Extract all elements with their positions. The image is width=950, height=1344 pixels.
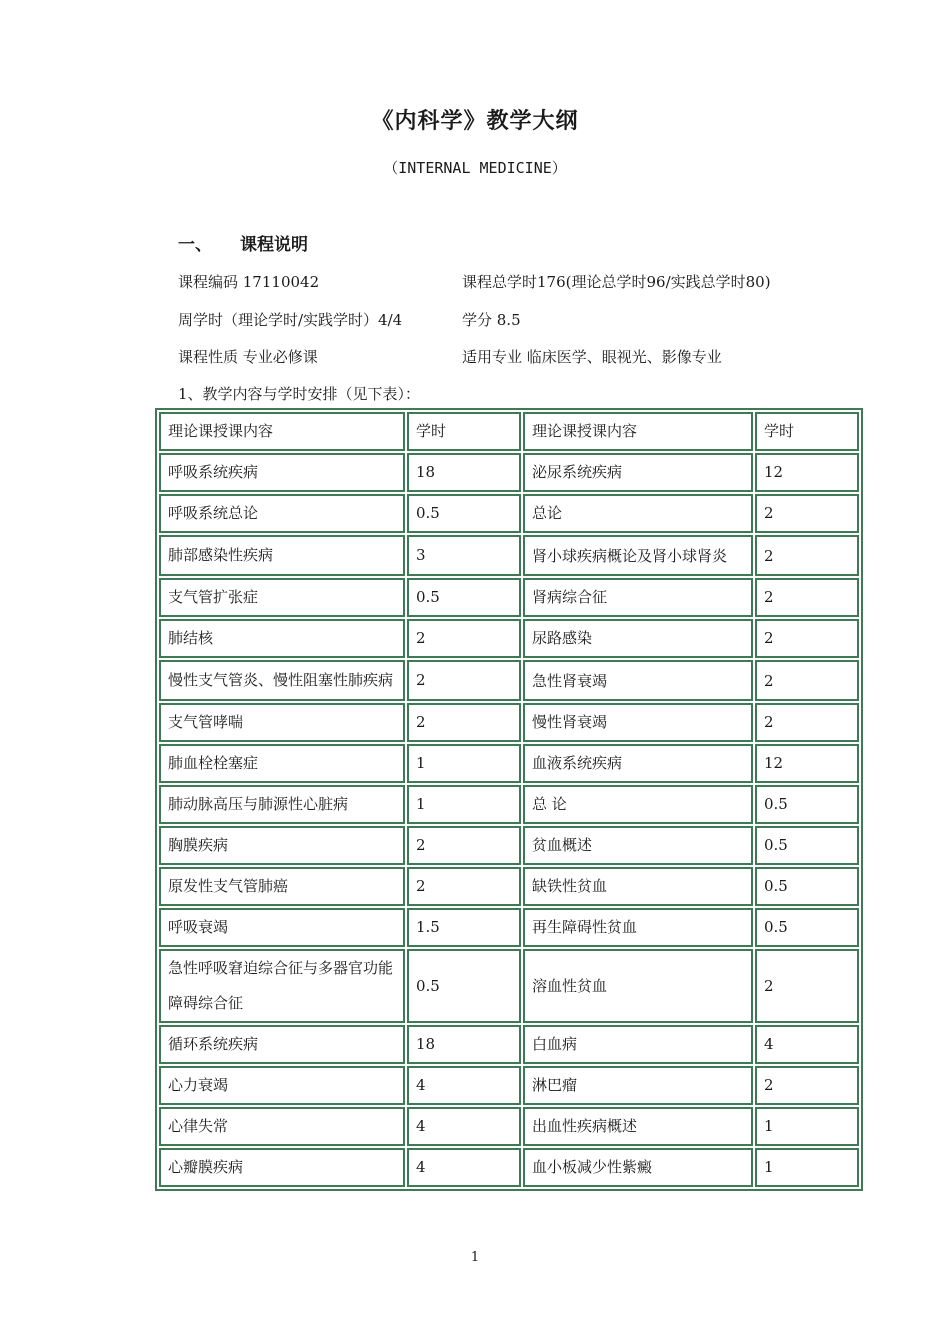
table-cell: 4 — [407, 1148, 521, 1187]
table-header-row — [159, 412, 859, 451]
table-cell: 出血性疾病概述 — [523, 1107, 753, 1146]
table-header-cell: 学时 — [407, 412, 521, 451]
document-title: 《内科学》教学大纲 — [371, 109, 579, 134]
table-cell: 急性呼吸窘迫综合征与多器官功能障碍综合征 — [159, 949, 405, 1023]
table-cell: 再生障碍性贫血 — [523, 908, 753, 947]
table-row — [159, 453, 859, 492]
table-row — [159, 494, 859, 533]
table-cell: 呼吸系统总论 — [159, 494, 405, 533]
document-subtitle: （INTERNAL MEDICINE） — [383, 159, 567, 177]
table-cell: 心瓣膜疾病 — [159, 1148, 405, 1187]
table-row — [159, 949, 859, 1023]
table-cell: 肺结核 — [159, 619, 405, 658]
table-cell: 贫血概述 — [523, 826, 753, 865]
table-cell: 泌尿系统疾病 — [523, 453, 753, 492]
table-cell: 支气管哮喘 — [159, 703, 405, 742]
table-cell: 肺部感染性疾病 — [159, 535, 405, 576]
table-cell: 1 — [755, 1107, 859, 1146]
table-cell: 总论 — [523, 494, 753, 533]
table-cell: 2 — [407, 826, 521, 865]
table-cell: 血小板减少性紫癜 — [523, 1148, 753, 1187]
table-cell: 原发性支气管肺癌 — [159, 867, 405, 906]
table-cell: 1 — [407, 744, 521, 783]
table-cell: 慢性肾衰竭 — [523, 703, 753, 742]
table-cell: 18 — [407, 1025, 521, 1064]
table-cell: 3 — [407, 535, 521, 576]
table-row — [159, 1148, 859, 1187]
table-cell: 12 — [755, 453, 859, 492]
table-row — [159, 867, 859, 906]
table-cell: 心律失常 — [159, 1107, 405, 1146]
table-row — [159, 908, 859, 947]
table-cell: 支气管扩张症 — [159, 578, 405, 617]
table-cell: 血液系统疾病 — [523, 744, 753, 783]
table-cell: 1 — [755, 1148, 859, 1187]
table-cell: 1 — [407, 785, 521, 824]
table-cell: 肾小球疾病概论及肾小球肾炎 — [523, 535, 753, 576]
course-majors: 适用专业 临床医学、眼视光、影像专业 — [462, 348, 722, 366]
table-cell: 4 — [407, 1066, 521, 1105]
table-cell: 0.5 — [755, 826, 859, 865]
table-cell: 4 — [407, 1107, 521, 1146]
table-header-cell: 理论课授课内容 — [523, 412, 753, 451]
table-cell: 2 — [755, 494, 859, 533]
table-cell: 2 — [755, 660, 859, 701]
table-cell: 2 — [407, 703, 521, 742]
table-cell: 尿路感染 — [523, 619, 753, 658]
table-cell: 循环系统疾病 — [159, 1025, 405, 1064]
table-cell: 溶血性贫血 — [523, 949, 753, 1023]
table-row — [159, 578, 859, 617]
table-cell: 肾病综合征 — [523, 578, 753, 617]
table-cell: 呼吸衰竭 — [159, 908, 405, 947]
table-cell: 2 — [755, 949, 859, 1023]
table-cell: 2 — [755, 703, 859, 742]
table-row — [159, 785, 859, 824]
table-row — [159, 1107, 859, 1146]
table-header-cell: 学时 — [755, 412, 859, 451]
table-cell: 肺血栓栓塞症 — [159, 744, 405, 783]
section-number: 一、 — [178, 235, 212, 255]
table-cell: 2 — [755, 1066, 859, 1105]
course-total-hours: 课程总学时176(理论总学时96/实践总学时80) — [462, 273, 771, 291]
table-cell: 淋巴瘤 — [523, 1066, 753, 1105]
table-header-cell: 理论课授课内容 — [159, 412, 405, 451]
table-cell: 急性肾衰竭 — [523, 660, 753, 701]
course-weekly-hours: 周学时（理论学时/实践学时）4/4 — [178, 311, 403, 329]
course-credits: 学分 8.5 — [462, 311, 521, 329]
table-cell: 0.5 — [755, 785, 859, 824]
table-cell: 白血病 — [523, 1025, 753, 1064]
table-row — [159, 1066, 859, 1105]
course-nature: 课程性质 专业必修课 — [178, 348, 318, 366]
table-row — [159, 619, 859, 658]
table-cell: 0.5 — [407, 949, 521, 1023]
table-cell: 缺铁性贫血 — [523, 867, 753, 906]
table-cell: 2 — [755, 619, 859, 658]
table-cell: 0.5 — [407, 494, 521, 533]
table-cell: 18 — [407, 453, 521, 492]
table-row — [159, 703, 859, 742]
table-cell: 肺动脉高压与肺源性心脏病 — [159, 785, 405, 824]
table-cell: 0.5 — [407, 578, 521, 617]
table-cell: 12 — [755, 744, 859, 783]
schedule-label: 1、教学内容与学时安排（见下表）： — [178, 385, 421, 403]
table-cell: 心力衰竭 — [159, 1066, 405, 1105]
table-row — [159, 1025, 859, 1064]
table-cell: 2 — [407, 619, 521, 658]
schedule-table — [155, 408, 863, 1191]
table-row — [159, 744, 859, 783]
table-cell: 1.5 — [407, 908, 521, 947]
table-row — [159, 535, 859, 576]
table-cell: 慢性支气管炎、慢性阻塞性肺疾病 — [159, 660, 405, 701]
table-cell: 呼吸系统疾病 — [159, 453, 405, 492]
table-cell: 2 — [407, 867, 521, 906]
table-cell: 2 — [755, 535, 859, 576]
table-cell: 2 — [407, 660, 521, 701]
table-cell: 4 — [755, 1025, 859, 1064]
table-row — [159, 660, 859, 701]
table-cell: 0.5 — [755, 908, 859, 947]
table-cell: 0.5 — [755, 867, 859, 906]
table-row — [159, 826, 859, 865]
section-title: 课程说明 — [240, 235, 308, 255]
page-number: 1 — [470, 1250, 480, 1265]
table-cell: 胸膜疾病 — [159, 826, 405, 865]
section-heading — [178, 230, 308, 255]
table-cell: 2 — [755, 578, 859, 617]
table-cell: 总 论 — [523, 785, 753, 824]
course-code: 课程编码 17110042 — [178, 273, 320, 291]
